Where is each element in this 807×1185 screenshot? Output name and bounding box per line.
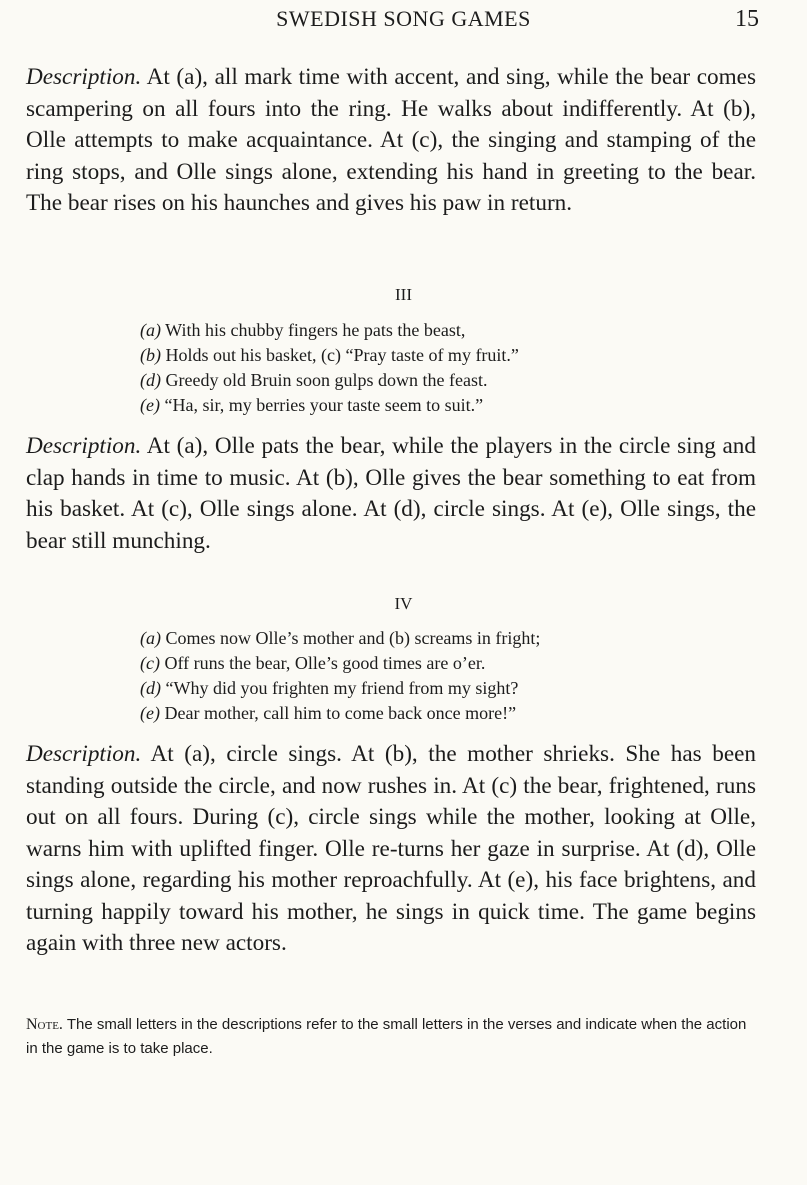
verse-line: (e) Dear mother, call him to come back once more!” [140, 703, 517, 723]
verse-line: (d) Greedy old Bruin soon gulps down the feast. [140, 370, 488, 390]
note-text: The small letters in the descriptions refer to the small letters in the verses and indicate when the action in the game is to take place. [26, 1016, 747, 1057]
verse-heading-iii: III [395, 285, 412, 304]
verse-line: (e) “Ha, sir, my berries your taste seem to suit.” [140, 395, 484, 415]
description-text: At (a), all mark time with accent, and sing, while the bear comes scampering on all fours into the ring. He walks about indifferently. At (b), Olle attempts to make acquaintance. At (c), the singing and stamping of the ring stops, and Olle sings alone, extending his hand in greeting to the bear. The bear rises on his haunches and gives his paw in return. [26, 64, 756, 216]
verse-line: (a) Comes now Olle’s mother and (b) screams in fright; [140, 628, 541, 648]
page-number: 15 [735, 6, 759, 32]
description-paragraph-3 [26, 739, 756, 960]
description-paragraph-1 [26, 62, 756, 220]
description-label: Description. [26, 433, 142, 459]
description-label: Description. [26, 64, 142, 90]
verse-line: (d) “Why did you frighten my friend from my sight? [140, 678, 519, 698]
verse-iii [140, 318, 760, 418]
description-text: At (a), circle sings. At (b), the mother shrieks. She has been standing outside the circle, and now rushes in. At (c) the bear, frightened, runs out on all fours. During (c), circle sings while the mother, looking at Olle, warns him with uplifted finger. Olle re-turns her gaze in surprise. At (d), Olle sings alone, regarding his mother reproachfully. At (e), his face brightens, and turning happily toward his mother, he sings in quick time. The game begins again with three new actors. [26, 741, 756, 956]
description-paragraph-2 [26, 431, 756, 557]
verse-line: (a) With his chubby fingers he pats the beast, [140, 320, 466, 340]
verse-line: (c) Off runs the bear, Olle’s good times are o’er. [140, 653, 486, 673]
verse-line: (b) Holds out his basket, (c) “Pray taste of my fruit.” [140, 345, 519, 365]
verse-iv [140, 626, 760, 726]
description-label: Description. [26, 741, 142, 767]
note-label: Note. [26, 1016, 63, 1033]
verse-heading-iv: IV [394, 594, 413, 613]
running-header: SWEDISH SONG GAMES [276, 6, 531, 31]
description-text: At (a), Olle pats the bear, while the players in the circle sing and clap hands in time to music. At (b), Olle gives the bear something to eat from his basket. At (c), Olle sings alone. At (d), circle sings. At (e), Olle sings, the bear still munching. [26, 433, 756, 554]
footnote [26, 1013, 758, 1061]
